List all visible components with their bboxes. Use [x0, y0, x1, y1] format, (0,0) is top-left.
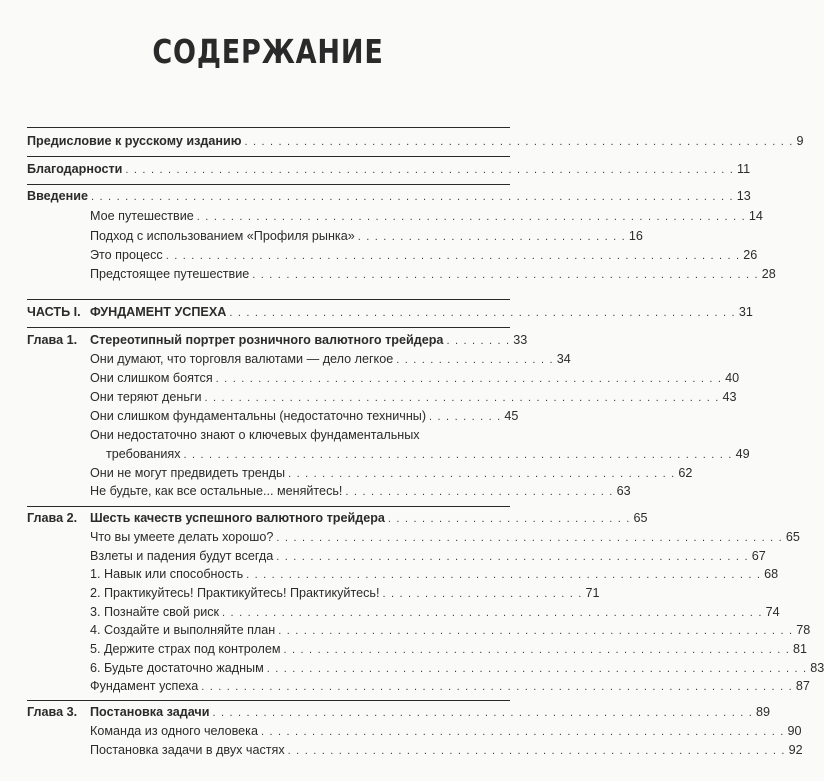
toc-chapter-1[interactable] — [27, 332, 528, 349]
entry-title: Взлеты и падения будут всегда — [90, 549, 274, 563]
leader-dots: . . . . . . . . . . . . . . . . . . . . . . . . . . . . . . . . . . . . . . . . . . . . . . . . . . . . . . . . . . . . . . . . . — [196, 211, 746, 223]
toc-subentry[interactable] — [90, 622, 811, 639]
toc-subentry[interactable] — [90, 370, 740, 387]
section-rule — [27, 506, 510, 507]
entry-page: 14 — [748, 209, 763, 223]
leader-dots: . . . . . . . . . . . . . . . . . . . . . . . . . . . . . . . . . . . . . . . . . . . . . . . . . . . . . . . . . . . . . . . . . . . . . . . . — [125, 164, 735, 176]
entry-title: Они думают, что торговля валютами — дело легкое — [90, 352, 394, 366]
leader-dots: . . . . . . . . . . . . . . . . . . . — [396, 354, 554, 366]
toc-subentry[interactable] — [90, 660, 824, 677]
leader-dots: . . . . . . . . — [446, 335, 511, 347]
entry-title: Это процесс — [90, 248, 163, 262]
entry-title: Они теряют деньги — [90, 390, 202, 404]
entry-page: 65 — [633, 511, 648, 525]
entry-page: 13 — [736, 189, 751, 203]
entry-page: 28 — [761, 267, 776, 281]
entry-title: 1. Навык или способность — [90, 567, 244, 581]
leader-dots: . . . . . . . . . . . . . . . . . . . . . . . . . . . . . . . . . . . . . . . . . . . . . . . . . . . . . . . . . . . . — [215, 373, 723, 385]
entry-title: Введение — [27, 189, 89, 203]
entry-page: 34 — [556, 352, 571, 366]
entry-page: 81 — [793, 642, 808, 656]
toc-subentry[interactable] — [106, 446, 750, 463]
leader-dots: . . . . . . . . . . . . . . . . . . . . . . . . . . . . . . . . . . . . . . . . . . . . . . . . . . . . . . . . . . . . . — [204, 392, 720, 404]
entry-title: Стереотипный портрет розничного валютного трейдера — [90, 333, 444, 347]
toc-subentry[interactable] — [90, 389, 737, 406]
chapter-label: Глава 2. — [27, 511, 78, 525]
toc-subentry[interactable] — [90, 742, 803, 759]
entry-page: 63 — [616, 484, 631, 498]
toc-subentry[interactable] — [90, 604, 780, 621]
entry-page: 92 — [788, 743, 803, 757]
entry-title: Они слишком фундаментальны (недостаточно техничны) — [90, 409, 427, 423]
entry-title: Постановка задачи в двух частях — [90, 743, 285, 757]
section-rule — [27, 700, 510, 701]
entry-page: 62 — [678, 466, 693, 480]
entry-page: 78 — [796, 623, 811, 637]
leader-dots: . . . . . . . . . . . . . . . . . . . . . . . . . . . . . . . . . . . . . . . . . . . . . . . . . . . . . . . . . . . . . . . . . — [183, 449, 733, 461]
entry-page: 11 — [737, 162, 751, 176]
section-rule — [27, 327, 510, 328]
entry-page: 87 — [795, 679, 810, 693]
entry-page: 31 — [738, 305, 753, 319]
toc-subentry[interactable] — [90, 585, 600, 602]
leader-dots: . . . . . . . . . . . . . . . . . . . . . . . . . . . . . . . . . . . . . . . . . . . . . . . . . . . . . . . . . . . . . . . . — [212, 707, 753, 719]
entry-title: Шесть качеств успешного валютного трейдера — [90, 511, 385, 525]
entry-page: 26 — [743, 248, 758, 262]
leader-dots: . . . . . . . . . . . . . . . . . . . . . . . . . . . . . . . . . . . . . . . . . . . . . . . . . . . . . . . . . . . . . . . . . . . . . . — [201, 681, 793, 693]
entry-page: 49 — [735, 447, 750, 461]
entry-title: Не будьте, как все остальные... меняйтесь! — [90, 484, 343, 498]
leader-dots: . . . . . . . . . . . . . . . . . . . . . . . . — [382, 588, 583, 600]
toc-entry-acknowledgements[interactable] — [27, 161, 751, 178]
entry-page: 65 — [785, 530, 800, 544]
toc-subentry[interactable] — [90, 529, 800, 546]
toc-entry-introduction[interactable] — [27, 188, 751, 205]
entry-title-line2: требованиях — [106, 447, 181, 461]
entry-page: 9 — [796, 134, 804, 148]
entry-page: 83 — [810, 661, 824, 675]
leader-dots: . . . . . . . . . . . . . . . . . . . . . . . . . . . . . . . . . . . . . . . . . . . . . . . . . . . . . . . . . . . . . . . . . . . . . . . . . . . . — [91, 191, 734, 203]
entry-title-line1: Они недостаточно знают о ключевых фундаментальных — [90, 428, 420, 442]
leader-dots: . . . . . . . . . . . . . . . . . . . . . . . . . . . . . . . . . . . . . . . . . . . . . . . . . . . . . . . . . . . . — [252, 269, 759, 281]
entry-page: 89 — [755, 705, 770, 719]
section-rule — [27, 156, 510, 157]
leader-dots: . . . . . . . . . . . . . . . . . . . . . . . . . . . . . . . . — [357, 231, 626, 243]
entry-page: 40 — [725, 371, 740, 385]
leader-dots: . . . . . . . . . . . . . . . . . . . . . . . . . . . . . . . . . . . . . . . . . . . . . . . . . . . . . . . . . . . . . . . . . . . . — [165, 250, 741, 262]
entry-page: 45 — [504, 409, 519, 423]
entry-title: Фундамент успеха — [90, 679, 199, 693]
section-rule — [27, 127, 510, 128]
entry-title: 4. Создайте и выполняйте план — [90, 623, 276, 637]
section-rule — [27, 299, 510, 300]
entry-title: Предстоящее путешествие — [90, 267, 250, 281]
toc-subentry[interactable] — [90, 465, 693, 482]
entry-title: Команда из одного человека — [90, 724, 258, 738]
entry-title: 3. Познайте свой риск — [90, 605, 220, 619]
entry-title: Благодарности — [27, 162, 123, 176]
entry-title: Предисловие к русскому изданию — [27, 134, 242, 148]
entry-title: Подход с использованием «Профиля рынка» — [90, 229, 355, 243]
leader-dots: . . . . . . . . . . . . . . . . . . . . . . . . . . . . . . . . . . . . . . . . . . . . . . . . . . . . . . . . . . . . . . . . — [266, 663, 808, 675]
toc-subentry[interactable] — [90, 408, 519, 425]
toc-subentry[interactable] — [90, 641, 808, 658]
entry-title: 5. Держите страх под контролем — [90, 642, 281, 656]
toc-part-1[interactable] — [27, 304, 753, 321]
entry-title: Что вы умеете делать хорошо? — [90, 530, 274, 544]
toc-chapter-2[interactable] — [27, 510, 648, 527]
leader-dots: . . . . . . . . . . . . . . . . . . . . . . . . . . . . . . . . . . . . . . . . . . . . . . . . . . . . . . . . . . . . . — [278, 625, 794, 637]
leader-dots: . . . . . . . . . . . . . . . . . . . . . . . . . . . . . . . . . . . . . . . . . . . . . . . . . . . . . . . . . . . . — [229, 307, 736, 319]
leader-dots: . . . . . . . . . . . . . . . . . . . . . . . . . . . . . . . . — [345, 486, 614, 498]
chapter-label: Глава 3. — [27, 705, 78, 719]
toc-subentry[interactable] — [90, 228, 643, 245]
entry-page: 33 — [513, 333, 528, 347]
toc-entry-preface[interactable] — [27, 133, 804, 150]
leader-dots: . . . . . . . . . . . . . . . . . . . . . . . . . . . . . . . . . . . . . . . . . . . . . . — [288, 468, 676, 480]
leader-dots: . . . . . . . . . — [429, 411, 502, 423]
entry-title: ФУНДАМЕНТ УСПЕХА — [90, 305, 227, 319]
section-rule — [27, 184, 510, 185]
leader-dots: . . . . . . . . . . . . . . . . . . . . . . . . . . . . . . . . . . . . . . . . . . . . . . . . . . . . . . . . — [276, 551, 749, 563]
toc-subentry[interactable] — [90, 266, 776, 283]
entry-title: 2. Практикуйтесь! Практикуйтесь! Практикуйтесь! — [90, 586, 380, 600]
leader-dots: . . . . . . . . . . . . . . . . . . . . . . . . . . . . . . . . . . . . . . . . . . . . . . . . . . . . . . . . . . . . — [276, 532, 783, 544]
entry-title: Они слишком боятся — [90, 371, 213, 385]
entry-page: 67 — [751, 549, 766, 563]
entry-title: Мое путешествие — [90, 209, 194, 223]
leader-dots: . . . . . . . . . . . . . . . . . . . . . . . . . . . . . — [387, 513, 631, 525]
toc-subentry[interactable] — [90, 678, 810, 695]
toc-subentry[interactable] — [90, 483, 631, 500]
toc-subentry[interactable] — [90, 247, 758, 264]
page-title: СОДЕРЖАНИЕ — [152, 32, 384, 71]
entry-page: 16 — [628, 229, 643, 243]
toc-subentry[interactable] — [90, 548, 766, 565]
entry-title: 6. Будьте достаточно жадным — [90, 661, 264, 675]
entry-page: 71 — [585, 586, 600, 600]
leader-dots: . . . . . . . . . . . . . . . . . . . . . . . . . . . . . . . . . . . . . . . . . . . . . . . . . . . . . . . . . . . — [287, 745, 786, 757]
part-label: ЧАСТЬ I. — [27, 305, 81, 319]
entry-page: 74 — [765, 605, 780, 619]
entry-page: 90 — [787, 724, 802, 738]
entry-page: 68 — [764, 567, 779, 581]
toc-chapter-3[interactable] — [27, 704, 770, 721]
leader-dots: . . . . . . . . . . . . . . . . . . . . . . . . . . . . . . . . . . . . . . . . . . . . . . . . . . . . . . . . . . . . — [283, 644, 790, 656]
toc-subentry[interactable] — [90, 723, 802, 740]
chapter-label: Глава 1. — [27, 333, 78, 347]
leader-dots: . . . . . . . . . . . . . . . . . . . . . . . . . . . . . . . . . . . . . . . . . . . . . . . . . . . . . . . . . . . . . . . . . — [244, 136, 794, 148]
entry-title: Они не могут предвидеть тренды — [90, 466, 286, 480]
leader-dots: . . . . . . . . . . . . . . . . . . . . . . . . . . . . . . . . . . . . . . . . . . . . . . . . . . . . . . . . . . . . . . — [260, 726, 785, 738]
toc-subentry[interactable] — [90, 566, 779, 583]
toc-subentry[interactable] — [90, 208, 763, 225]
toc-subentry[interactable] — [90, 351, 571, 368]
leader-dots: . . . . . . . . . . . . . . . . . . . . . . . . . . . . . . . . . . . . . . . . . . . . . . . . . . . . . . . . . . . . . — [246, 569, 762, 581]
entry-page: 43 — [722, 390, 737, 404]
leader-dots: . . . . . . . . . . . . . . . . . . . . . . . . . . . . . . . . . . . . . . . . . . . . . . . . . . . . . . . . . . . . . . . . — [222, 607, 763, 619]
entry-title: Постановка задачи — [90, 705, 210, 719]
